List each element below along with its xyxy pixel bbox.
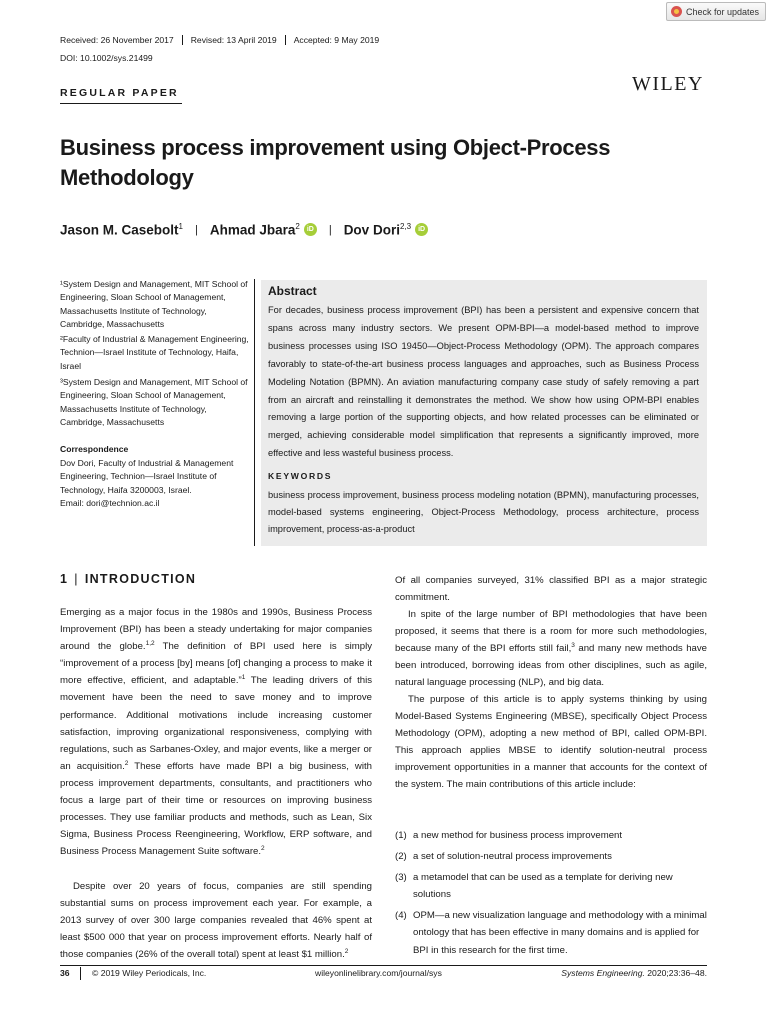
author-list — [60, 222, 428, 238]
update-badge-icon — [671, 6, 682, 17]
affiliation: ³System Design and Management, MIT School of Engineering, Sloan School of Management, Massachusetts Institute of Technology, Cambridge, Massachusetts — [60, 377, 248, 428]
article-dates — [60, 35, 387, 45]
copyright: © 2019 Wiley Periodicals, Inc. — [92, 968, 207, 978]
abstract-heading: Abstract — [268, 284, 317, 298]
orcid-icon[interactable]: iD — [415, 223, 428, 236]
article-type: REGULAR PAPER — [60, 87, 179, 99]
paper-title: Business process improvement using Object-Process Methodology — [60, 135, 611, 190]
keywords-heading: KEYWORDS — [268, 471, 333, 481]
footer-rule — [60, 965, 707, 966]
intro-paragraph: Despite over 20 years of focus, companies are still spending substantial sums on process improvement each year. For example, a 2013 survey of over 300 large companies revealed that 46% spent at least $500 000 that year on process improvement efforts. Nearly half of those companies (26% of the overall total) spent at least $1 million.$^2$ — [60, 881, 372, 961]
intro-paragraph: The purpose of this article is to apply systems thinking by using Model-Based Systems Engineering (MBSE), specifically Object Process Methodology (OPM), adopting a new method of BPI, called OPM-BPI. This approach applies MBSE to identify solution-neutral process improvement opportunities in a manner that accounts for the context of the system. The main contributions of this article include: — [395, 694, 707, 791]
citation: Systems Engineering. 2020;23:36–48. — [561, 968, 707, 978]
author-separator: | — [194, 223, 198, 236]
intro-paragraph: Of all companies surveyed, 31% classified BPI as a major strategic commitment. — [395, 575, 707, 604]
list-item: (3) a metamodel that can be used as a template for deriving new solutions — [395, 872, 673, 901]
article-type-underline — [60, 103, 182, 104]
section-heading: 1 | INTRODUCTION — [60, 572, 197, 586]
check-for-updates-button[interactable] — [666, 2, 766, 21]
abstract-text: For decades, business process improvement (BPI) has been a persistent and expensive concern that spans across many industry sectors. We present OPM-BPI—a model-based method to improve business processes using ISO 19450—Object-Process Methodology (OPM). The approach compares favorably to state-of-the-art business process languages and approaches, such as Business Process Modeling Notation (BPMN). An aviation manufacturing company case study of safely removing a part from an aircraft and reinstalling it demonstrates the method. We show how using OPM-BPI enables removing a large portion of the supporting objects, and how related processes can be eliminated or merged, achieving considerable model simplification that represents a significantly improved, more effective and less wasteful business process. — [268, 305, 699, 459]
author-name[interactable]: Dov Dori$^{2,3}$ — [343, 222, 412, 238]
list-item: (4) OPM—a new visualization language and methodology with a minimal ontology that has been effective in many domains and is applied for BPI in this research for the first time. — [395, 910, 707, 956]
keywords-text: business process improvement, business process modeling notation (BPMN), manufacturing processes, model-based systems engineering, Object-Process Methodology, process architecture, process improvement, process-as-a-product — [268, 490, 699, 535]
intro-paragraph: In spite of the large number of BPI methodologies that have been proposed, it seems that there is a room for more such methodologies, because many of the BPI efforts still fail,$^3$ and many new methods have been introduced, borrowing ideas from other disciplines, such as agile, natural language processing (NLP), and big data. — [395, 609, 707, 689]
author-separator: | — [328, 223, 332, 236]
list-item: (2) a set of solution-neutral process improvements — [395, 851, 612, 863]
doi[interactable]: DOI: 10.1002/sys.21499 — [60, 53, 153, 63]
orcid-icon[interactable]: iD — [304, 223, 317, 236]
list-item: (1) a new method for business process improvement — [395, 830, 623, 841]
accepted-date: Accepted: 9 May 2019 — [285, 35, 388, 45]
journal-url[interactable]: wileyonlinelibrary.com/journal/sys — [315, 968, 442, 978]
affiliation: ²Faculty of Industrial & Management Engineering, Technion—Israel Institute of Technology, Haifa, Israel — [60, 334, 249, 371]
revised-date: Revised: 13 April 2019 — [182, 35, 285, 45]
check-for-updates-label: Check for updates — [685, 6, 759, 17]
page-number: 36 — [60, 968, 70, 978]
affiliation: ¹System Design and Management, MIT School of Engineering, Sloan School of Management, Massachusetts Institute of Technology, Cambridge, Massachusetts — [60, 279, 248, 330]
received-date: Received: 26 November 2017 — [60, 35, 174, 45]
column-divider — [254, 279, 255, 546]
correspondence-heading: Correspondence — [60, 444, 129, 454]
intro-paragraph: Emerging as a major focus in the 1980s and 1990s, Business Process Improvement (BPI) has been a steady undertaking for major companies around the globe.$^{1,2}$ The definition of BPI used here is simply “improvement of a process [by] means [of] changing a process to make it more effective, efficient, and adaptable.”$^1$ The leading drivers of this movement have been the need to save money and to improve performance. Additional motivations include increasing customer satisfaction, improving organizational responsiveness, complying with regulations, such as Sarbanes-Oxley, and major events, like a merger or an acquisition.$^2$ These efforts have made BPI a big business, with process improvement departments, consultants, and practitioners who focus a large part of their time or resources on improving business processes. They use familiar products and methods, such as Lean, Six Sigma, Business Process Reengineering, Workflow, ERP software, and Business Process Management Suite software.$^2$ — [60, 607, 373, 858]
footer-divider — [80, 967, 81, 980]
author-name[interactable]: Ahmad Jbara$^2$ — [209, 222, 300, 238]
publisher-logo: WILEY — [632, 73, 704, 95]
correspondence-email[interactable]: Email: dori@technion.ac.il — [60, 498, 160, 508]
correspondence-text: Dov Dori, Faculty of Industrial & Management Engineering, Technion—Israel Institute of Technology, Haifa 3200003, Israel. — [60, 458, 234, 495]
contributions-list — [395, 827, 707, 963]
author-name[interactable]: Jason M. Casebolt$^1$ — [60, 222, 183, 238]
